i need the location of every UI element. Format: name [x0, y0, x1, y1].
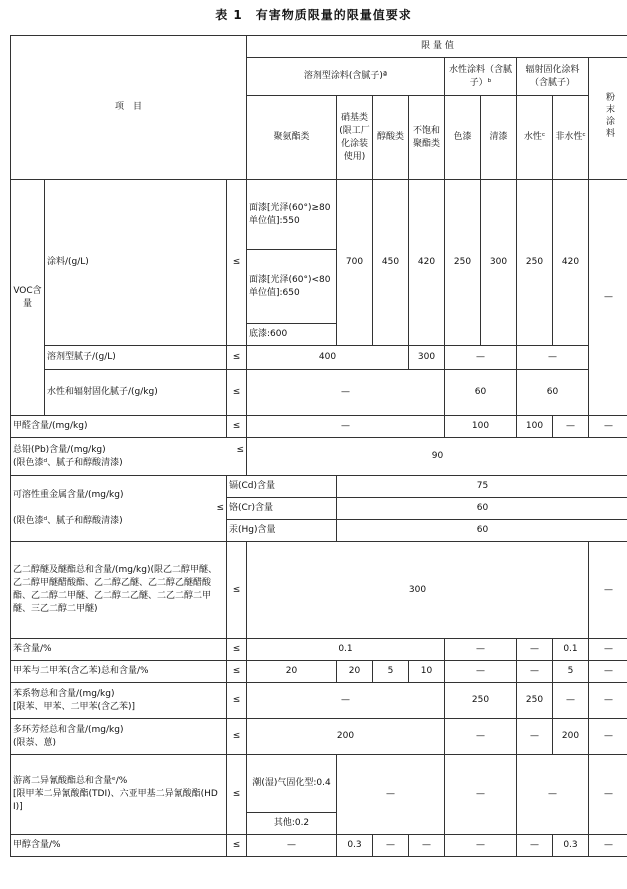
isocyanate-label-2: [限甲苯二异氰酸酯(TDI)、六亚甲基二异氰酸酯(HDI)]	[13, 789, 218, 812]
ether-powder: —	[589, 542, 627, 639]
methanol-label: 甲醇含量/%	[11, 835, 227, 857]
heavy-label-2: (限色漆ᵈ、腻子和醇酸清漆)	[13, 516, 123, 526]
voc-putty-water-w: 60	[445, 370, 517, 416]
voc-coating-label: 涂料/(g/L)	[45, 180, 227, 346]
formaldehyde-water: 100	[445, 416, 517, 438]
benzene-le: ≤	[227, 639, 247, 661]
header-w-water: 水性ᶜ	[517, 96, 553, 180]
isocyanate-others: —	[337, 755, 445, 835]
benzenes-r-nonwater: —	[553, 683, 589, 719]
benzene-r-water: —	[517, 639, 553, 661]
header-unsat: 不饱和聚酯类	[409, 96, 445, 180]
heavy-cr-label: 铬(Cr)含量	[227, 498, 337, 520]
methanol-water: —	[445, 835, 517, 857]
heavy-cd-value: 75	[337, 476, 627, 498]
heavy-le: ≤	[216, 503, 224, 513]
voc-color: 250	[445, 180, 481, 346]
benzene-label: 苯含量/%	[11, 639, 227, 661]
voc-pu-primer: 底漆:600	[247, 324, 337, 346]
lead-label	[11, 438, 247, 476]
pah-water: —	[445, 719, 517, 755]
toluene-unsat: 10	[409, 661, 445, 683]
voc-putty-solvent-water: —	[445, 346, 517, 370]
toluene-le: ≤	[227, 661, 247, 683]
toluene-label: 甲苯与二甲苯(含乙苯)总和含量/%	[11, 661, 227, 683]
limit-table	[10, 35, 627, 857]
methanol-unsat: —	[409, 835, 445, 857]
pah-label	[11, 719, 227, 755]
header-limit: 限 量 值	[247, 36, 627, 58]
isocyanate-water: —	[445, 755, 517, 835]
voc-putty-solvent-val: 400	[247, 346, 409, 370]
heavy-hg-value: 60	[337, 520, 627, 542]
benzenes-label-2: [限苯、甲苯、二甲苯(含乙苯)]	[13, 701, 136, 712]
formaldehyde-le: ≤	[227, 416, 247, 438]
pah-r-water: —	[517, 719, 553, 755]
header-pu: 聚氨酯类	[247, 96, 337, 180]
toluene-pu: 20	[247, 661, 337, 683]
voc-alkyd: 450	[373, 180, 409, 346]
header-nitro: 硝基类(限工厂化涂装使用)	[337, 96, 373, 180]
voc-putty-water-r: 60	[517, 370, 589, 416]
formaldehyde-powder: —	[589, 416, 627, 438]
isocyanate-pu-a: 潮(湿)气固化型:0.4	[247, 755, 337, 813]
voc-putty-solvent-unsat: 300	[409, 346, 445, 370]
voc-label: VOC含量	[11, 180, 45, 416]
voc-powder: —	[589, 180, 627, 416]
methanol-le: ≤	[227, 835, 247, 857]
pah-label-1: 多环芳烃总和含量/(mg/kg)	[13, 724, 124, 735]
voc-putty-water-label: 水性和辐射固化腻子/(g/kg)	[45, 370, 227, 416]
voc-water: 250	[517, 180, 553, 346]
ether-label: 乙二醇醚及醚酯总和含量/(mg/kg)(限乙二醇甲醚、乙二醇甲醚醋酸酯、乙二醇乙醚、乙二醇乙醚醋酸酯、乙二醇二甲醚、乙二醇二乙醚、二乙二醇二甲醚、三乙二醇二甲醚)	[11, 542, 227, 639]
voc-putty-solvent-rad: —	[517, 346, 589, 370]
benzene-water: —	[445, 639, 517, 661]
formaldehyde-label: 甲醛含量/(mg/kg)	[11, 416, 227, 438]
toluene-nitro: 20	[337, 661, 373, 683]
benzenes-powder: —	[589, 683, 627, 719]
methanol-pu: —	[247, 835, 337, 857]
isocyanate-label	[11, 755, 227, 835]
lead-label-1: 总铅(Pb)含量/(mg/kg)	[13, 444, 106, 455]
lead-value: 90	[247, 438, 627, 476]
benzene-solvent: 0.1	[247, 639, 445, 661]
ether-le: ≤	[227, 542, 247, 639]
pah-powder: —	[589, 719, 627, 755]
voc-clear: 300	[481, 180, 517, 346]
methanol-alkyd: —	[373, 835, 409, 857]
heavy-hg-label: 汞(Hg)含量	[227, 520, 337, 542]
voc-putty-water-le: ≤	[227, 370, 247, 416]
voc-putty-solvent-label: 溶剂型腻子/(g/L)	[45, 346, 227, 370]
pah-label-2: (限萘、蒽)	[13, 737, 57, 748]
header-alkyd: 醇酸类	[373, 96, 409, 180]
header-water: 水性涂料（含腻子）ᵇ	[445, 58, 517, 96]
ether-value: 300	[247, 542, 589, 639]
voc-nonwater: 420	[553, 180, 589, 346]
header-solvent: 溶剂型涂料(含腻子)ª	[247, 58, 445, 96]
isocyanate-le: ≤	[227, 755, 247, 835]
voc-putty-water-solvent: —	[247, 370, 445, 416]
isocyanate-radiation: —	[517, 755, 589, 835]
methanol-r-nonwater: 0.3	[553, 835, 589, 857]
header-color-paint: 色漆	[445, 96, 481, 180]
lead-label-2: (限色漆ᵈ、腻子和醇酸清漆)	[13, 457, 123, 468]
isocyanate-pu-b: 其他:0.2	[247, 813, 337, 835]
methanol-powder: —	[589, 835, 627, 857]
header-radiation: 辐射固化涂料（含腻子）	[517, 58, 589, 96]
table-title: 表 1 有害物质限量的限量值要求	[215, 8, 412, 22]
benzene-r-nonwater: 0.1	[553, 639, 589, 661]
isocyanate-label-1: 游离二异氰酸酯总和含量ᵉ/%	[13, 776, 128, 786]
pah-r-nonwater: 200	[553, 719, 589, 755]
benzenes-water: 250	[445, 683, 517, 719]
pah-le: ≤	[227, 719, 247, 755]
heavy-label	[11, 476, 227, 542]
toluene-water: —	[445, 661, 517, 683]
header-item: 项 目	[11, 36, 247, 180]
header-clear-paint: 清漆	[481, 96, 517, 180]
voc-pu-gloss-high: 面漆[光泽(60°)≥80 单位值]:550	[247, 180, 337, 250]
toluene-alkyd: 5	[373, 661, 409, 683]
toluene-powder: —	[589, 661, 627, 683]
heavy-cr-value: 60	[337, 498, 627, 520]
isocyanate-powder: —	[589, 755, 627, 835]
header-w-nonwater: 非水性ᶜ	[553, 96, 589, 180]
limit-table-frame	[10, 35, 618, 889]
heavy-cd-label: 镉(Cd)含量	[227, 476, 337, 498]
methanol-r-water: —	[517, 835, 553, 857]
toluene-r-water: —	[517, 661, 553, 683]
voc-pu-gloss-low: 面漆[光泽(60°)<80 单位值]:650	[247, 250, 337, 324]
voc-coating-le: ≤	[227, 180, 247, 346]
lead-le: ≤	[236, 444, 244, 455]
benzenes-r-water: 250	[517, 683, 553, 719]
pah-solvent: 200	[247, 719, 445, 755]
methanol-nitro: 0.3	[337, 835, 373, 857]
benzenes-label	[11, 683, 227, 719]
voc-unsat: 420	[409, 180, 445, 346]
header-powder: 粉末涂料	[604, 92, 615, 140]
benzenes-label-1: 苯系物总和含量/(mg/kg)	[13, 688, 115, 699]
toluene-r-nonwater: 5	[553, 661, 589, 683]
benzenes-le: ≤	[227, 683, 247, 719]
formaldehyde-solvent: —	[247, 416, 445, 438]
benzenes-solvent: —	[247, 683, 445, 719]
heavy-label-1: 可溶性重金属含量/(mg/kg)	[13, 490, 124, 500]
formaldehyde-r-water: 100	[517, 416, 553, 438]
benzene-powder: —	[589, 639, 627, 661]
voc-nitro: 700	[337, 180, 373, 346]
voc-putty-solvent-le: ≤	[227, 346, 247, 370]
formaldehyde-r-nonwater: —	[553, 416, 589, 438]
